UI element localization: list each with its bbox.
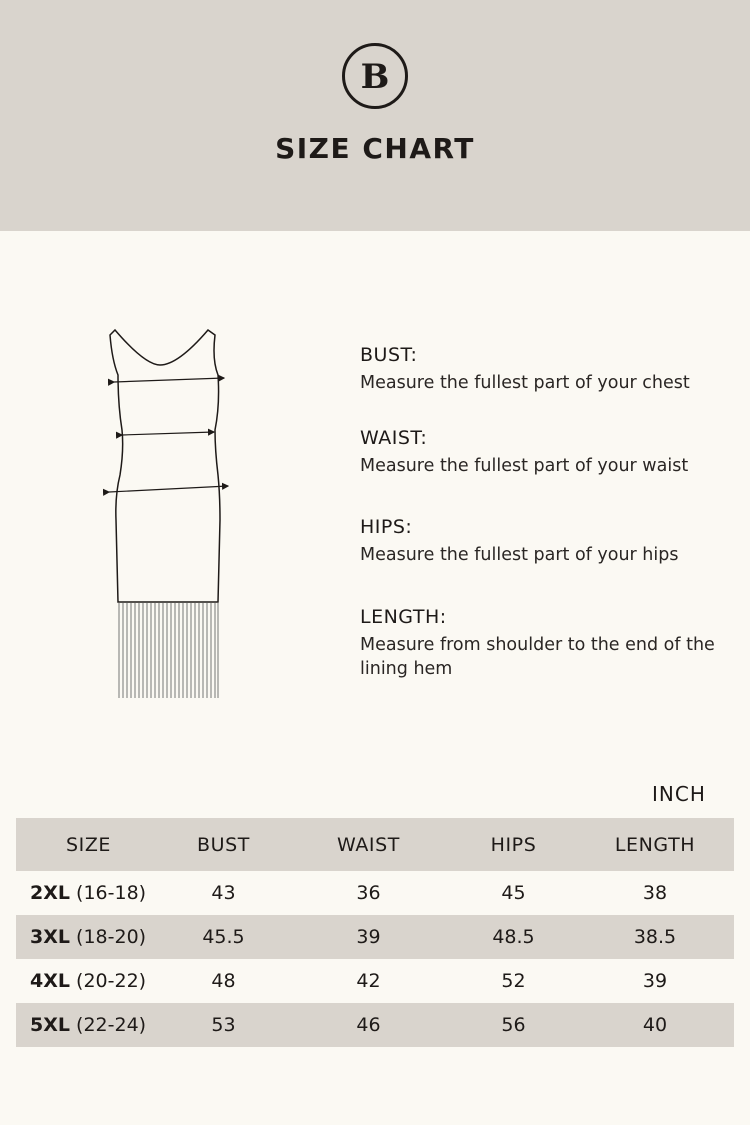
size-cell: [16, 915, 161, 959]
measure-bust: [360, 343, 740, 395]
length-cell: 40: [576, 1003, 734, 1047]
measure-hips: [360, 515, 740, 567]
hips-cell: 48.5: [451, 915, 576, 959]
waist-cell: 39: [286, 915, 451, 959]
size-table: [16, 818, 734, 1047]
measure-desc: Measure from shoulder to the end of the lining hem: [360, 635, 715, 679]
measure-waist: [360, 426, 740, 478]
measure-label: HIPS:: [360, 516, 413, 538]
hips-cell: 52: [501, 970, 526, 992]
bust-line: [114, 378, 224, 382]
table-row: [16, 871, 734, 915]
hips-line: [109, 486, 228, 492]
waist-cell: 46: [286, 1003, 451, 1047]
size-code: 5XL: [30, 1014, 70, 1036]
measure-label: WAIST:: [360, 427, 428, 449]
page-title: SIZE CHART: [275, 132, 475, 165]
size-code: 3XL: [30, 926, 70, 948]
bust-cell: 48: [211, 970, 236, 992]
size-range: (20-22): [76, 970, 147, 992]
hips-cell: 56: [451, 1003, 576, 1047]
measure-desc: Measure the fullest part of your chest: [360, 373, 690, 393]
measure-desc: Measure the fullest part of your waist: [360, 456, 689, 476]
waist-line: [122, 432, 214, 435]
size-cell: [16, 959, 161, 1003]
size-range: (16-18): [76, 882, 147, 904]
fringe-hem: [119, 603, 218, 698]
header-band: [0, 0, 750, 231]
waist-cell: 36: [356, 882, 381, 904]
measure-label: LENGTH:: [360, 606, 447, 628]
header-bust: BUST: [161, 818, 286, 871]
size-cell: [16, 1003, 161, 1047]
size-code: 4XL: [30, 970, 70, 992]
length-cell: 38: [642, 882, 668, 904]
unit-label: INCH: [652, 782, 706, 806]
measure-length: [360, 605, 740, 681]
measure-desc: Measure the fullest part of your hips: [360, 545, 679, 565]
size-code: 2XL: [30, 882, 70, 904]
hips-cell: 45: [501, 882, 526, 904]
header-hips: HIPS: [451, 818, 576, 871]
header-size: SIZE: [16, 818, 161, 871]
size-range: (18-20): [76, 926, 147, 948]
table-row: [16, 959, 734, 1003]
dress-diagram-icon: [100, 320, 240, 705]
size-cell: [16, 871, 161, 915]
bust-cell: 45.5: [161, 915, 286, 959]
header-waist: WAIST: [286, 818, 451, 871]
size-range: (22-24): [76, 1014, 147, 1036]
logo-letter: B: [360, 57, 390, 97]
header-length: LENGTH: [576, 818, 734, 871]
brand-logo: [342, 43, 408, 109]
table-row: [16, 1003, 734, 1047]
bust-cell: 53: [161, 1003, 286, 1047]
table-row: [16, 915, 734, 959]
bust-cell: 43: [211, 882, 236, 904]
length-cell: 38.5: [576, 915, 734, 959]
waist-cell: 42: [356, 970, 381, 992]
length-cell: 39: [642, 970, 668, 992]
table-header-row: [16, 818, 734, 871]
measure-label: BUST:: [360, 344, 418, 366]
